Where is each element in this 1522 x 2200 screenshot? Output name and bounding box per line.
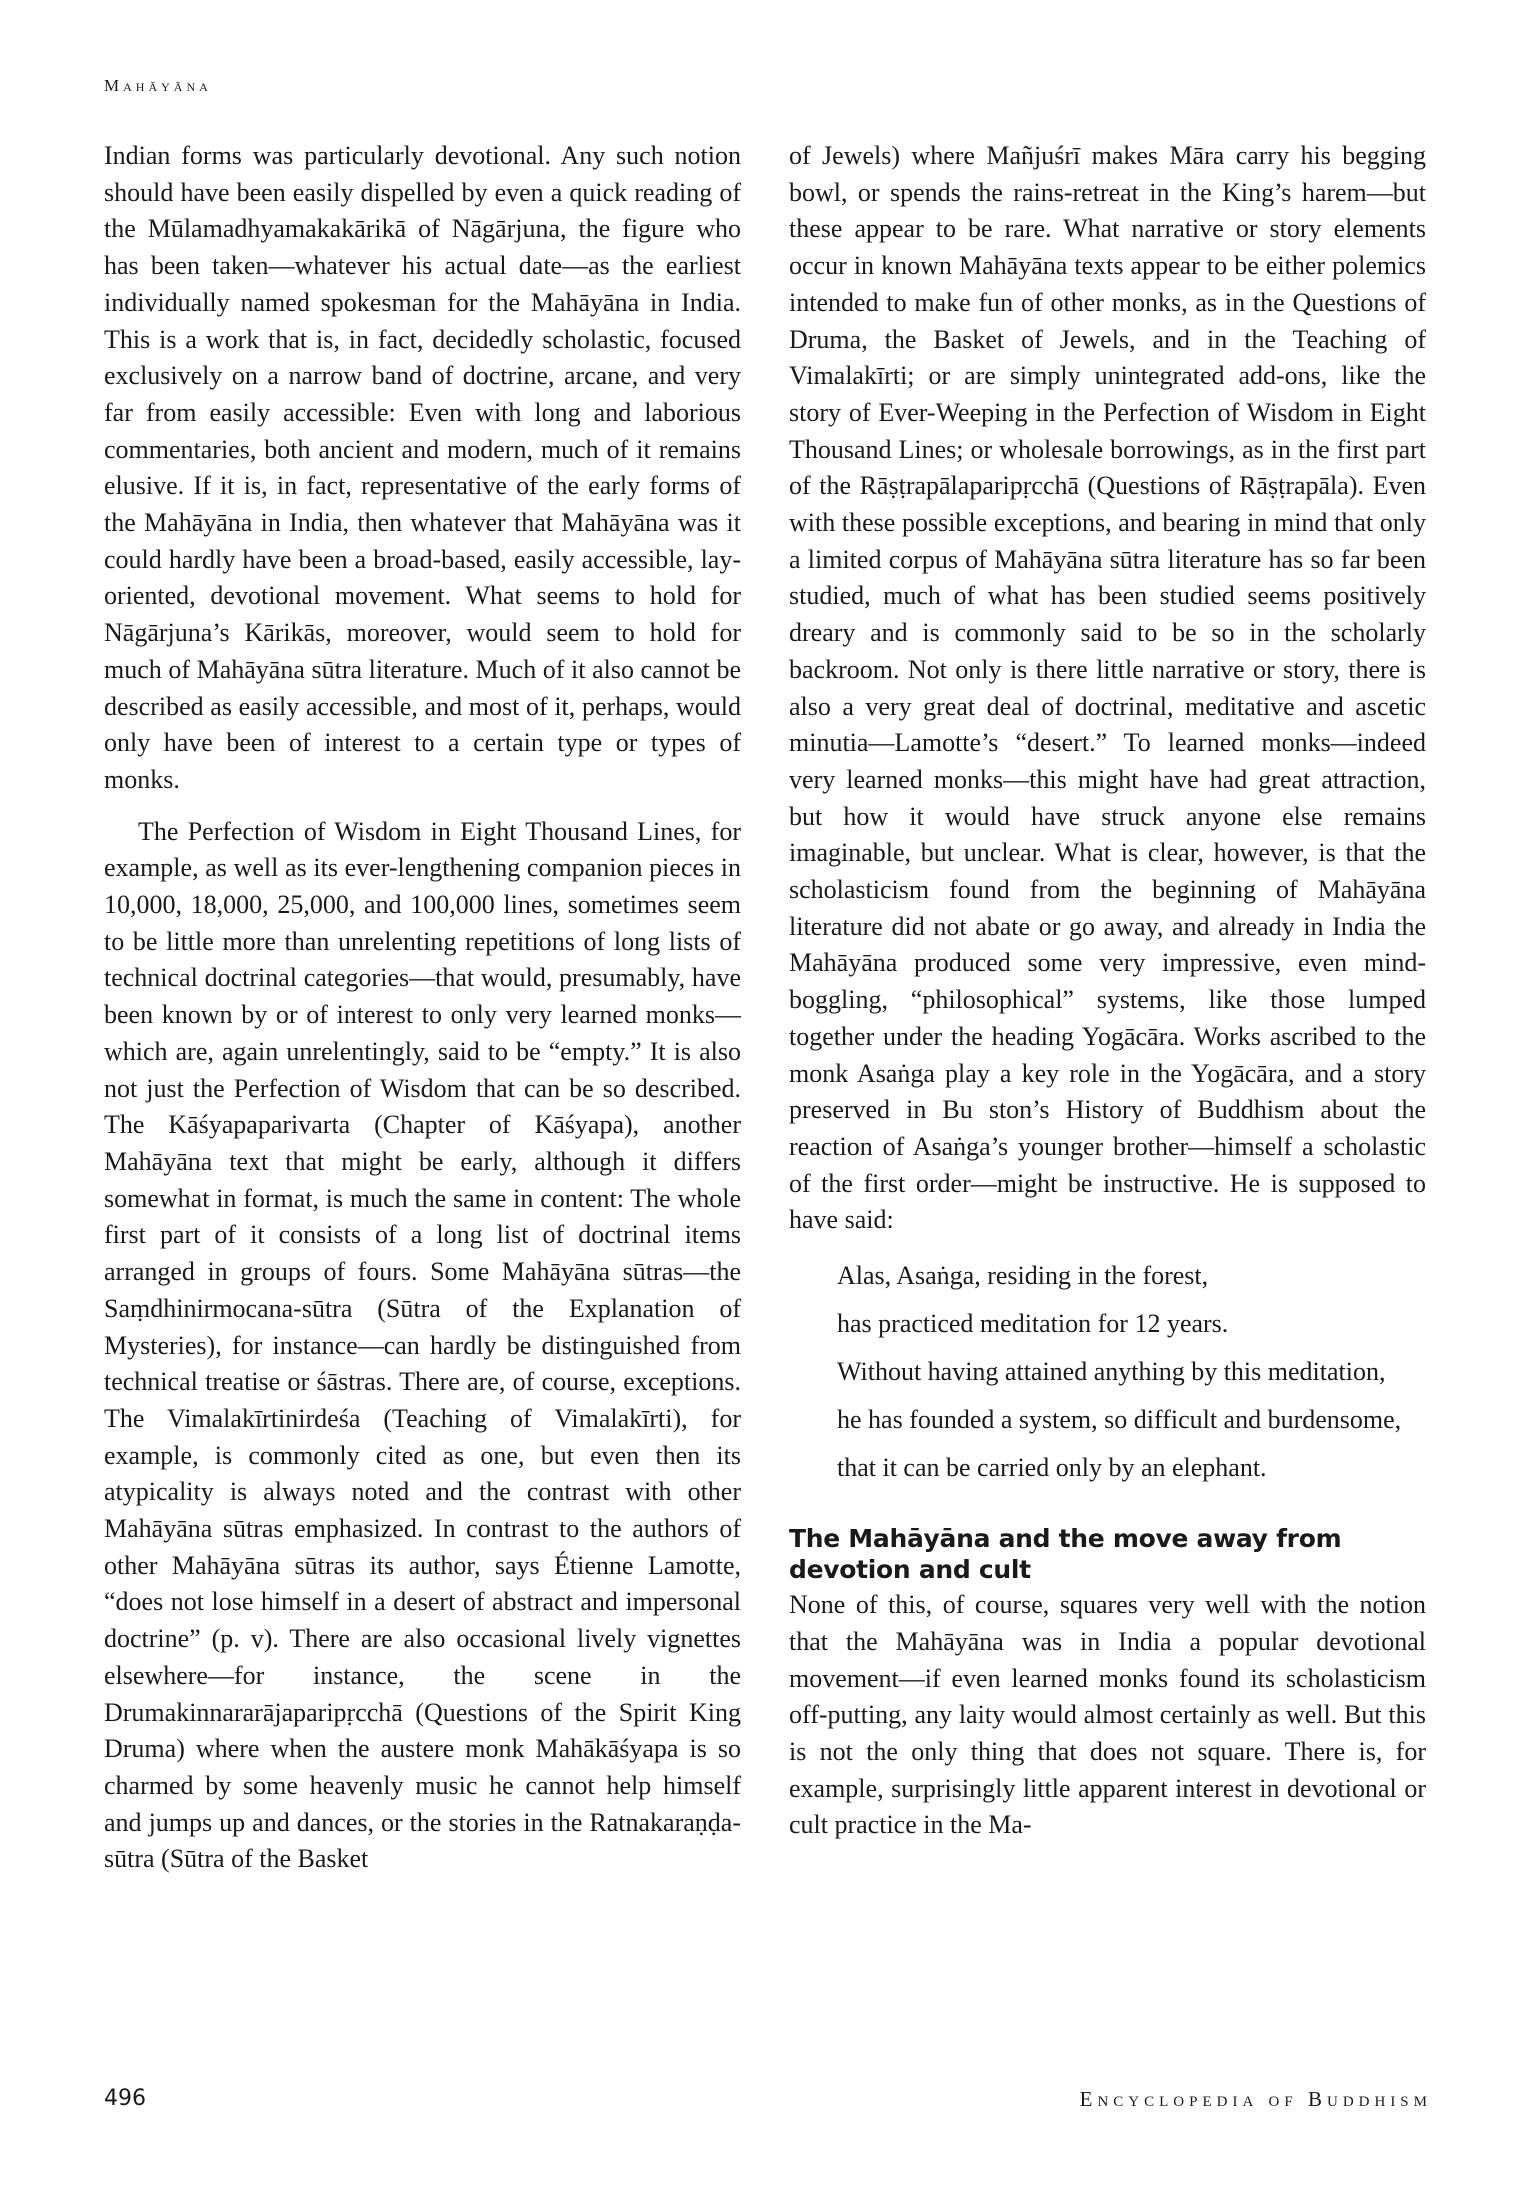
body-paragraph: of Jewels) where Mañjuśrī makes Māra carry his begging bowl, or spends the rains-retreat in the King’s harem—but these appear to be rare. What narrative or story elements occur in known Mahāyāna texts appear to be either polemics intended to make fun of other monks, as in the Questions of Druma, the Basket of Jewels, and in the Teaching of Vimalakīrti; or are simply unintegrated add-ons, like the story of Ever-Weeping in the Perfection of Wisdom in Eight Thousand Lines; or wholesale borrowings, as in the first part of the Rāṣṭrapālaparipṛcchā (Questions of Rāṣṭrapāla). Even with these possible exceptions, and bearing in mind that only a limited corpus of Mahāyāna sūtra literature has so far been studied, much of what has been studied seems positively dreary and is commonly said to be so in the scholarly backroom. Not only is there little narrative or story, there is also a very great deal of doctrinal, meditative and ascetic minutia—Lamotte’s “desert.” To learned monks—indeed very learned monks—this might have had great attraction, but how it would have struck anyone else remains imaginable, but unclear. What is clear, however, is that the scholasticism found from the beginning of Mahāyāna literature did not abate or go away, and already in India the Mahāyāna produced some very impressive, even mind-boggling, “philosophical” systems, like those lumped together under the heading Yogācāra. Works ascribed to the monk Asaṅga play a key role in the Yogācāra, and a story preserved in Bu ston’s History of Buddhism about the reaction of Asaṅga’s younger brother—himself a scholastic of the first order—might be instructive. He is supposed to have said: xyxy=(789,141,1426,1235)
right-column xyxy=(789,138,1426,1844)
running-head: Mahāyāna xyxy=(104,76,212,95)
verse-line: Alas, Asaṅga, residing in the forest, xyxy=(837,1261,1209,1291)
left-column xyxy=(104,138,741,1878)
body-paragraph: The Perfection of Wisdom in Eight Thousand Lines, for example, as well as its ever-lengthening companion pieces in 10,000, 18,000, 25,000, and 100,000 lines, sometimes seem to be little more than unrelenting repetitions of long lists of technical doctrinal categories—that would, presumably, have been known by or of interest to only very learned monks—which are, again unrelentingly, said to be “empty.” It is also not just the Perfection of Wisdom that can be so described. The Kāśyapaparivarta (Chapter of Kāśyapa), another Mahāyāna text that might be early, although it differs somewhat in format, is much the same in content: The whole first part of it consists of a long list of doctrinal items arranged in groups of fours. Some Mahāyāna sūtras—the Saṃdhinirmocana-sūtra (Sūtra of the Explanation of Mysteries), for instance—can hardly be distinguished from technical treatise or śāstras. There are, of course, exceptions. The Vimalakīrtinirdeśa (Teaching of Vimalakīrti), for example, is commonly cited as one, but even then its atypicality is always noted and the contrast with other Mahāyāna sūtras emphasized. In contrast to the authors of other Mahāyāna sūtras its author, says Étienne Lamotte, “does not lose himself in a desert of abstract and impersonal doctrine” (p. v). There are also occasional lively vignettes elsewhere—for instance, the scene in the Drumakinnararājaparipṛcchā (Questions of the Spirit King Druma) where when the austere monk Mahākāśyapa is so charmed by some heavenly music he cannot help himself and jumps up and dances, or the stories in the Ratnakaraṇḍa-sūtra (Sūtra of the Basket xyxy=(104,816,741,1874)
verse-line: Without having attained anything by this meditation, xyxy=(837,1357,1386,1387)
footer-book-title: Encyclopedia of Buddhism xyxy=(1079,2087,1432,2111)
body-paragraph: Indian forms was particularly devotional. Any such notion should have been easily dispelled by even a quick reading of the Mūlamadhyamakakārikā of Nāgārjuna, the figure who has been taken—whatever his actual date—as the earliest individually named spokesman for the Mahāyāna in India. This is a work that is, in fact, decidedly scholastic, focused exclusively on a narrow band of doctrine, arcane, and very far from easily accessible: Even with long and laborious commentaries, both ancient and modern, much of it remains elusive. If it is, in fact, representative of the early forms of the Mahāyāna in India, then whatever that Mahāyāna was it could hardly have been a broad-based, easily accessible, lay-oriented, devotional movement. What seems to hold for Nāgārjuna’s Kārikās, moreover, would seem to hold for much of Mahāyāna sūtra literature. Much of it also cannot be described as easily accessible, and most of it, perhaps, would only have been of interest to a certain type or types of monks. xyxy=(104,141,741,794)
verse-line: he has founded a system, so difficult and burdensome, xyxy=(837,1405,1402,1435)
verse-line: that it can be carried only by an elephant. xyxy=(837,1453,1267,1483)
page-number: 496 xyxy=(104,2086,146,2111)
section-heading: The Mahāyāna and the move away from devotion and cult xyxy=(789,1524,1342,1585)
verse-line: has practiced meditation for 12 years. xyxy=(837,1309,1229,1339)
body-paragraph: None of this, of course, squares very well with the notion that the Mahāyāna was in India a popular devotional movement—if even learned monks found its scholasticism off-putting, any laity would almost certainly as well. But this is not the only thing that does not square. There is, for example, surprisingly little apparent interest in devotional or cult practice in the Ma- xyxy=(789,1590,1426,1840)
verse-quotation xyxy=(837,1259,1426,1485)
